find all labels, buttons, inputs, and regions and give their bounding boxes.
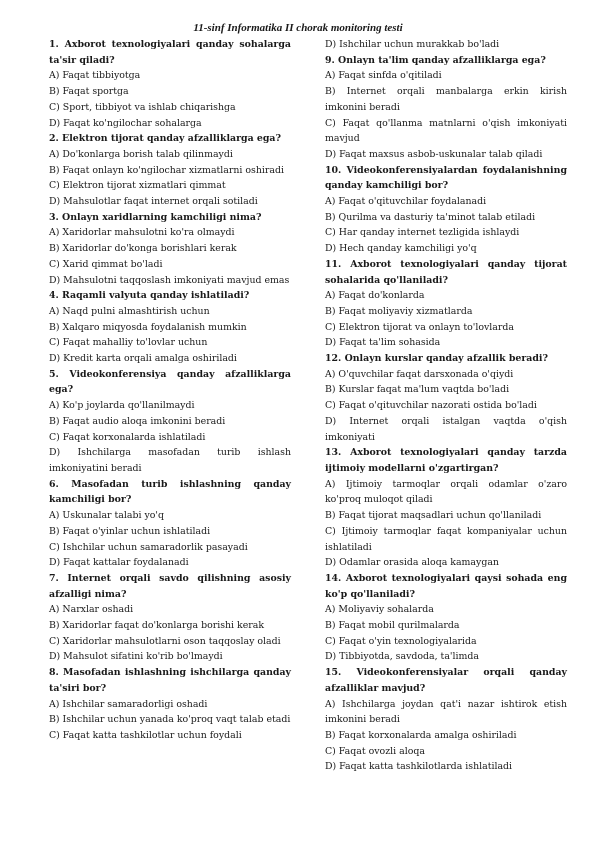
question	[325, 163, 567, 257]
answer-option: A) Faqat sinfda o'qitiladi	[325, 70, 442, 82]
question	[49, 367, 291, 477]
answer-option: A) Faqat do'konlarda	[325, 290, 425, 302]
answer-option: B) Faqat onlayn ko'ngilochar xizmatlarni oshiradi	[49, 164, 284, 176]
answer-option: D) Faqat maxsus asbob-uskunalar talab qiladi	[325, 148, 543, 160]
answer-option: C) Xaridorlar mahsulotlarni oson taqqoslay oladi	[49, 635, 281, 647]
answer-option: C) Faqat korxonalarda ishlatiladi	[49, 431, 206, 443]
answer-option: C) Ijtimoiy tarmoqlar faqat kompaniyalar uchun ishlatiladi	[325, 525, 567, 553]
answer-option: A) Ijtimoiy tarmoqlar orqali odamlar o'zaro ko'proq muloqot qiladi	[325, 478, 567, 506]
answer-option: C) Sport, tibbiyot va ishlab chiqarishga	[49, 101, 236, 113]
answer-option: D) Faqat ta'lim sohasida	[325, 337, 441, 349]
answer-option: B) Faqat sportga	[49, 86, 129, 98]
question	[49, 131, 291, 210]
answer-option: D) Mahsulotlar faqat internet orqali sotiladi	[49, 196, 258, 208]
answer-option: B) Ishchilar uchun yanada ko'proq vaqt talab etadi	[49, 714, 291, 726]
answer-option: C) Faqat ovozli aloqa	[325, 745, 425, 757]
answer-option: A) Faqat tibbiyotga	[49, 70, 141, 82]
question	[325, 257, 567, 351]
question	[325, 571, 567, 665]
question-text: 1. Axborot texnologiyalari qanday sohalarga ta'sir qiladi?	[49, 39, 291, 66]
answer-option: B) Xalqaro miqyosda foydalanish mumkin	[49, 321, 247, 333]
question	[325, 445, 567, 571]
question	[49, 210, 291, 289]
answer-option: B) Qurilma va dasturiy ta'minot talab etiladi	[325, 211, 536, 223]
answer-option: C) Faqat qo'llanma matnlarni o'qish imkoniyati mavjud	[325, 117, 567, 145]
answer-option: C) Faqat mahalliy to'lovlar uchun	[49, 337, 208, 349]
question-text: 13. Axborot texnologiyalari qanday tarzda ijtimoiy modellarni o'zgartirgan?	[325, 447, 567, 474]
answer-option: C) Faqat o'qituvchilar nazorati ostida bo'ladi	[325, 400, 537, 412]
question	[49, 477, 291, 571]
question-text: 10. Videokonferensiyalardan foydalanishning qanday kamchiligi bor?	[325, 164, 567, 192]
answer-option: C) Faqat o'yin texnologiyalarida	[325, 635, 477, 647]
answer-option: B) Faqat audio aloqa imkonini beradi	[49, 415, 226, 427]
question	[325, 351, 567, 445]
answer-option: A) Xaridorlar mahsulotni ko'ra olmaydi	[49, 227, 235, 239]
question-text: 15. Videokonferensiyalar orqali qanday afzalliklar mavjud?	[325, 667, 567, 694]
answer-option: B) Faqat tijorat maqsadlari uchun qo'llaniladi	[325, 510, 542, 522]
answer-option: B) Xaridorlar faqat do'konlarga borishi kerak	[49, 620, 265, 632]
question	[325, 665, 567, 775]
answer-option: A) Faqat o'qituvchilar foydalanadi	[325, 196, 487, 208]
question-continuation	[325, 37, 567, 53]
answer-option: C) Xarid qimmat bo'ladi	[49, 258, 163, 270]
answer-option: C) Faqat katta tashkilotlar uchun foydali	[49, 729, 242, 741]
answer-option: A) Ko'p joylarda qo'llanilmaydi	[49, 400, 195, 412]
question-text: 3. Onlayn xaridlarning kamchiligi nima?	[49, 211, 262, 223]
answer-option: A) Narxlar oshadi	[49, 604, 134, 616]
answer-option: D) Faqat kattalar foydalanadi	[49, 557, 189, 569]
answer-option: A) Moliyaviy sohalarda	[325, 604, 434, 616]
question-text: 8. Masofadan ishlashning ishchilarga qanday ta'siri bor?	[49, 667, 291, 694]
answer-option: B) Xaridorlar do'konga borishlari kerak	[49, 243, 237, 255]
question-text: 4. Raqamli valyuta qanday ishlatiladi?	[49, 290, 250, 302]
answer-option: D) Ishchilar uchun murakkab bo'ladi	[325, 39, 500, 50]
answer-option: B) Faqat o'yinlar uchun ishlatiladi	[49, 525, 211, 537]
answer-option: D) Kredit karta orqali amalga oshiriladi	[49, 353, 237, 365]
answer-option: B) Faqat mobil qurilmalarda	[325, 620, 460, 632]
answer-option: D) Faqat katta tashkilotlarda ishlatiladi	[325, 761, 513, 773]
answer-option: D) Ishchilarga masofadan turib ishlash imkoniyatini beradi	[49, 447, 291, 474]
question	[49, 37, 291, 131]
answer-option: A) Ishchilar samaradorligi oshadi	[49, 698, 208, 710]
answer-option: D) Mahsulotni taqqoslash imkoniyati mavjud emas	[49, 274, 290, 286]
answer-option: C) Har qanday internet tezligida ishlaydi	[325, 227, 520, 239]
answer-option: D) Faqat ko'ngilochar sohalarga	[49, 117, 202, 129]
question	[325, 53, 567, 163]
answer-option: A) Do'konlarga borish talab qilinmaydi	[49, 148, 233, 160]
question-text: 6. Masofadan turib ishlashning qanday kamchiligi bor?	[49, 478, 291, 506]
question	[49, 665, 291, 744]
right-column	[325, 37, 567, 775]
answer-option: B) Faqat korxonalarda amalga oshiriladi	[325, 729, 517, 741]
answer-option: D) Odamlar orasida aloqa kamaygan	[325, 557, 499, 569]
question-text: 11. Axborot texnologiyalari qanday tijorat sohalarida qo'llaniladi?	[325, 258, 567, 286]
answer-option: D) Hech qanday kamchiligi yo'q	[325, 243, 477, 255]
answer-option: C) Elektron tijorat xizmatlari qimmat	[49, 180, 226, 192]
page-title: 11-sinf Informatika II chorak monitoring testi	[193, 22, 403, 34]
answer-option: D) Mahsulot sifatini ko'rib bo'lmaydi	[49, 651, 223, 663]
question-text: 7. Internet orqali savdo qilishning asosiy afzalligi nima?	[49, 572, 291, 600]
left-column	[49, 37, 291, 744]
question-text: 2. Elektron tijorat qanday afzalliklarga ega?	[49, 133, 281, 145]
question	[49, 288, 291, 367]
question-text: 5. Videokonferensiya qanday afzalliklarga ega?	[49, 368, 291, 396]
answer-option: C) Elektron tijorat va onlayn to'lovlarda	[325, 321, 514, 333]
answer-option: D) Internet orqali istalgan vaqtda o'qish imkoniyati	[325, 415, 567, 443]
question-text: 9. Onlayn ta'lim qanday afzalliklarga ega?	[325, 54, 546, 66]
answer-option: B) Kurslar faqat ma'lum vaqtda bo'ladi	[325, 384, 510, 396]
question	[49, 571, 291, 665]
answer-option: B) Internet orqali manbalarga erkin kirish imkonini beradi	[325, 86, 567, 113]
answer-option: C) Ishchilar uchun samaradorlik pasayadi	[49, 541, 248, 553]
answer-option: A) Naqd pulni almashtirish uchun	[49, 305, 210, 317]
answer-option: A) Uskunalar talabi yo'q	[49, 510, 164, 522]
question-text: 12. Onlayn kurslar qanday afzallik beradi?	[325, 353, 548, 365]
answer-option: D) Tibbiyotda, savdoda, ta'limda	[325, 651, 479, 663]
question-text: 14. Axborot texnologiyalari qaysi sohada eng ko'p qo'llaniladi?	[325, 572, 567, 600]
answer-option: A) Ishchilarga joydan qat'i nazar ishtirok etish imkonini beradi	[325, 698, 567, 726]
answer-option: A) O'quvchilar faqat darsxonada o'qiydi	[325, 368, 514, 380]
answer-option: B) Faqat moliyaviy xizmatlarda	[325, 305, 473, 317]
